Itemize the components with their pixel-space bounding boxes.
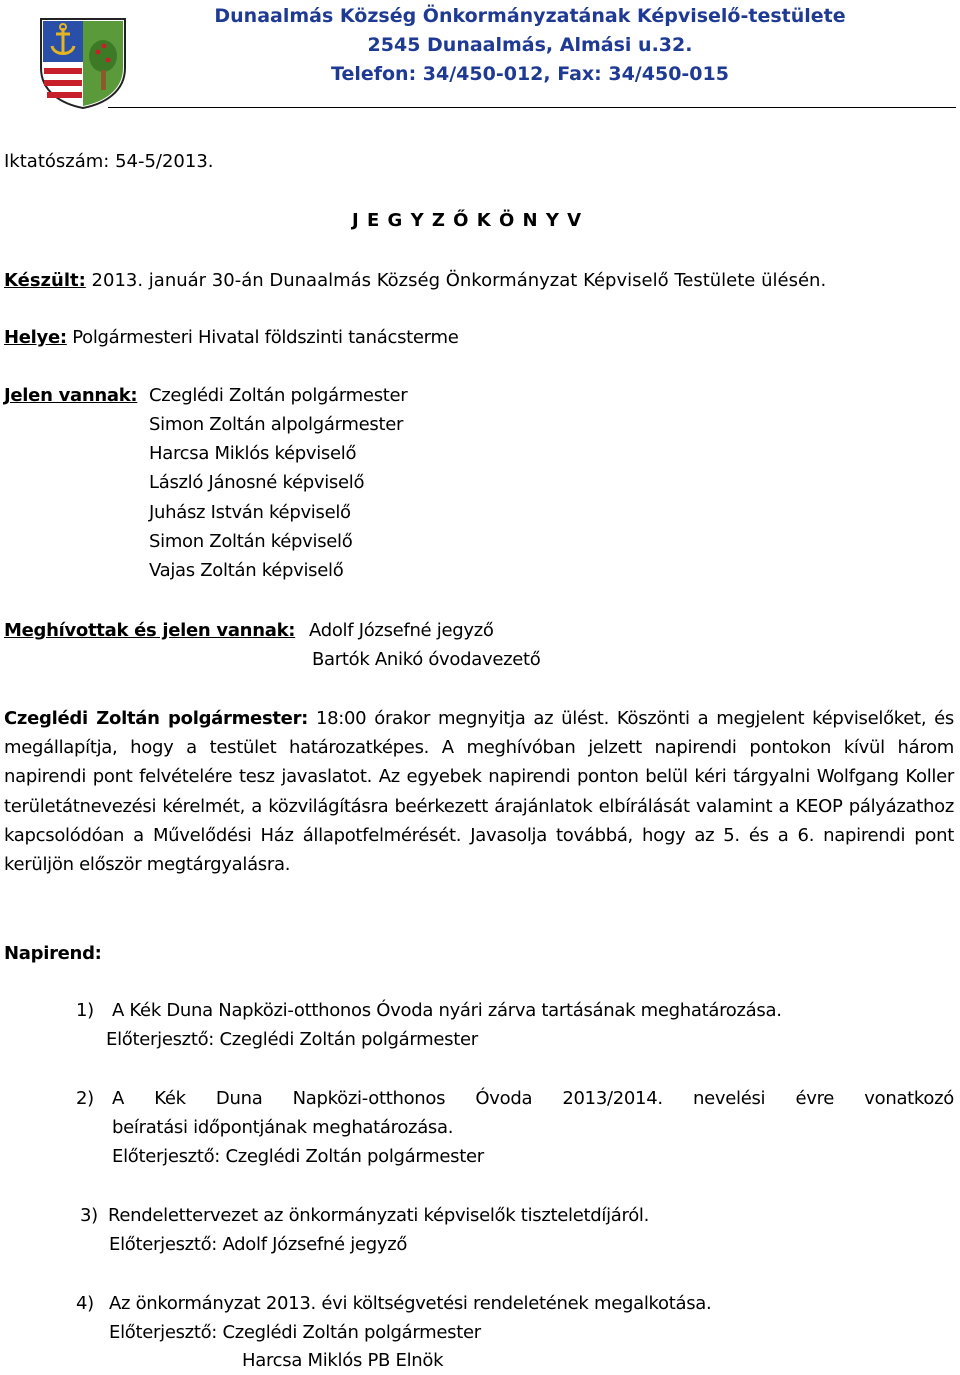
agenda-item-number: 3) [80,1205,98,1226]
venue-line [4,323,458,352]
present-member: Vajas Zoltán képviselő [149,560,344,581]
present-member: Simon Zoltán képviselő [149,531,353,552]
present-member: Simon Zoltán alpolgármester [149,414,404,435]
venue-label: Helye: [4,327,67,348]
header-phone-fax: Telefon: 34/450-012, Fax: 34/450-015 [331,63,729,85]
agenda-item-text-cont: beíratási időpontjának meghatározása. [112,1117,454,1138]
agenda-item-number: 1) [76,1000,94,1021]
agenda-item-presenter-2: Harcsa Miklós PB Elnök [242,1350,444,1371]
invited-person: Adolf Józsefné jegyző [309,620,494,641]
municipal-crest [38,16,128,110]
agenda-item-text: Rendelettervezet az önkormányzati képviselők tiszteletdíjáról. [108,1205,650,1226]
present-member: Juhász István képviselő [149,502,351,523]
invited-person: Bartók Anikó óvodavezető [312,649,541,670]
header-divider [108,107,956,108]
agenda-item-presenter: Előterjesztő: Czeglédi Zoltán polgármester [106,1029,478,1050]
reference-number: Iktatószám: 54-5/2013. [4,151,214,172]
agenda-item-presenter: Előterjesztő: Czeglédi Zoltán polgármester [112,1146,484,1167]
agenda-label: Napirend: [4,943,102,964]
opening-text: 18:00 órakor megnyitja az ülést. Köszönti a megjelent képviselőket, és megállapítja, hogy a testület határozatképes. A meghívóban jelzett napirendi pontokon kívül három napirendi pont felvételére tesz javaslatot. Az egyebek napirendi ponton belül kéri tárgyalni Wolfgang Koller területátnevezési kérelmét, a közvilágításra beérkezett árajánlatok elbírálását valamint a KEOP pályázathoz kapcsolódóan a Művelődési Ház állapotfelmérését. Javasolja továbbá, hogy az 5. és a 6. napirendi pont kerüljön először megtárgyalásra. [4,708,954,876]
created-label: Készült: [4,270,86,291]
header-address: 2545 Dunaalmás, Almási u.32. [367,34,693,56]
agenda-item-number: 4) [76,1293,94,1314]
present-member: Harcsa Miklós képviselő [149,443,357,464]
opening-speaker: Czeglédi Zoltán polgármester: [4,708,309,729]
agenda-item-presenter: Előterjesztő: Czeglédi Zoltán polgármester [109,1322,481,1343]
agenda-item-text: A Kék Duna Napközi-otthonos Óvoda 2013/2014. nevelési évre vonatkozó [112,1088,954,1109]
document-title: J E G Y Z Ő K Ö N Y V [352,210,583,231]
opening-paragraph [4,704,954,879]
venue-text: Polgármesteri Hivatal földszinti tanácsterme [66,327,459,348]
created-text: 2013. január 30-án Dunaalmás Község Önkormányzat Képviselő Testülete ülésén. [85,270,827,291]
present-member: Czeglédi Zoltán polgármester [149,385,408,406]
agenda-item-text: A Kék Duna Napközi-otthonos Óvoda nyári zárva tartásának meghatározása. [112,1000,782,1021]
present-member: László Jánosné képviselő [149,472,365,493]
agenda-item-text: Az önkormányzat 2013. évi költségvetési rendeletének megalkotása. [109,1293,712,1314]
agenda-item-presenter: Előterjesztő: Adolf Józsefné jegyző [109,1234,408,1255]
present-label: Jelen vannak: [4,385,138,406]
invited-label: Meghívottak és jelen vannak: [4,620,296,641]
agenda-item-number: 2) [76,1088,94,1109]
created-line [4,266,826,295]
header-org-name: Dunaalmás Község Önkormányzatának Képviselő-testülete [214,5,846,27]
